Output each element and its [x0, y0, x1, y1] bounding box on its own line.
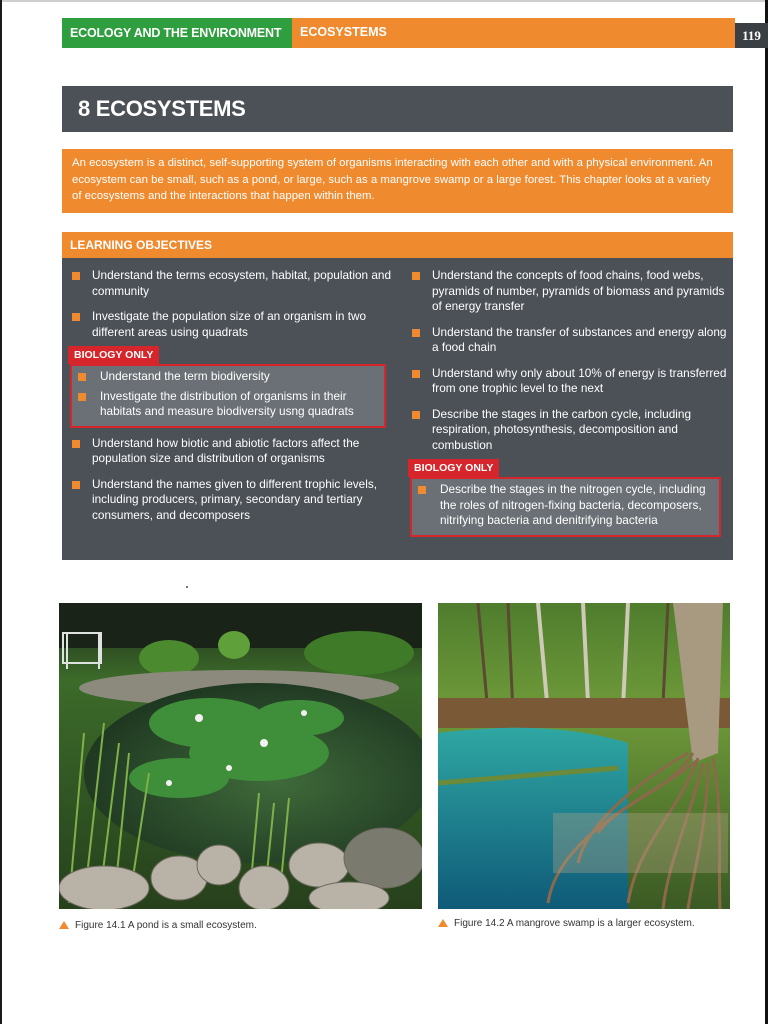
chapter-title: 8 ECOSYSTEMS: [78, 96, 246, 121]
objective-item: [72, 369, 384, 385]
objective-item: [402, 325, 727, 356]
triangle-icon: [438, 919, 448, 927]
biology-only-label: BIOLOGY ONLY: [408, 459, 499, 477]
stray-dot: [186, 586, 188, 588]
objective-text: Understand why only about 10% of energy is transferred from one trophic level to the next: [432, 365, 727, 395]
objective-item: [62, 309, 392, 340]
objective-text: Describe the stages in the carbon cycle, including respiration, photosynthesis, decomposition and combustion: [432, 406, 692, 452]
objective-text: Describe the stages in the nitrogen cycle, including the roles of nitrogen-fixing bacteria, decomposers, nitrifying bacteria and denitrifying bacteria: [440, 482, 706, 527]
bullet-square-icon: [412, 370, 420, 378]
objective-item: [402, 407, 727, 454]
objective-text: Understand the term biodiversity: [100, 369, 270, 383]
objective-item: [62, 268, 392, 299]
bullet-square-icon: [72, 481, 80, 489]
bullet-square-icon: [78, 373, 86, 381]
objective-text: Investigate the distribution of organisms in their habitats and measure biodiversity usng quadrats: [100, 388, 354, 418]
figure-caption: [438, 918, 695, 930]
page-left-edge: [0, 0, 2, 1024]
bullet-square-icon: [72, 313, 80, 321]
learning-objectives-heading: LEARNING OBJECTIVES: [62, 232, 733, 258]
bullet-square-icon: [72, 272, 80, 280]
bullet-square-icon: [418, 486, 426, 494]
objective-item: [412, 482, 719, 529]
bullet-square-icon: [412, 411, 420, 419]
objective-item: [62, 477, 392, 524]
objective-text: Understand the concepts of food chains, food webs, pyramids of number, pyramids of biomass and pyramids of energy transfer: [432, 268, 725, 313]
caption-text: Figure 14.2 A mangrove swamp is a larger ecosystem.: [454, 918, 695, 929]
mangrove-photo: [438, 603, 730, 909]
objective-item: [402, 366, 727, 397]
objective-text: Understand the transfer of substances and energy along a food chain: [432, 324, 727, 354]
triangle-icon: [59, 921, 69, 929]
bullet-square-icon: [78, 393, 86, 401]
objective-text: Investigate the population size of an organism in two different areas using quadrats: [92, 309, 367, 339]
figure-caption: [59, 920, 257, 932]
chapter-title-bar: [62, 86, 733, 132]
biology-only-box: [70, 364, 386, 428]
running-header: [62, 18, 766, 48]
caption-text: Figure 14.1 A pond is a small ecosystem.: [75, 920, 257, 931]
biology-only-label: BIOLOGY ONLY: [68, 346, 159, 364]
objective-item: [402, 268, 727, 315]
objective-text: Understand the names given to different trophic levels, including producers, primary, secondary and tertiary consumers, and decomposers: [92, 476, 378, 522]
bullet-square-icon: [412, 272, 420, 280]
biology-only-box: [410, 477, 721, 537]
objectives-left-column: [62, 268, 392, 533]
objective-text: Understand the terms ecosystem, habitat, population and community: [92, 268, 392, 298]
learning-objectives-panel: [62, 258, 733, 560]
objectives-right-column: [402, 268, 727, 545]
objective-item: [72, 389, 384, 420]
pond-photo: [59, 603, 422, 909]
bullet-square-icon: [412, 329, 420, 337]
bullet-square-icon: [72, 440, 80, 448]
page-number: 119: [735, 23, 768, 48]
objective-item: [62, 436, 392, 467]
objective-text: Understand how biotic and abiotic factors affect the population size and distribution of organisms: [92, 435, 360, 465]
chapter-intro: An ecosystem is a distinct, self-supporting system of organisms interacting with each other and with a physical environment. An ecosystem can be small, such as a pond, or large, such as a mangrove swamp or a large forest. This chapter looks at a variety of ecosystems and the interactions that happen within them.: [62, 149, 733, 213]
chapter-tab: ECOSYSTEMS: [292, 18, 735, 48]
section-tab: ECOLOGY AND THE ENVIRONMENT: [62, 18, 292, 48]
page-top-edge: [0, 0, 768, 2]
